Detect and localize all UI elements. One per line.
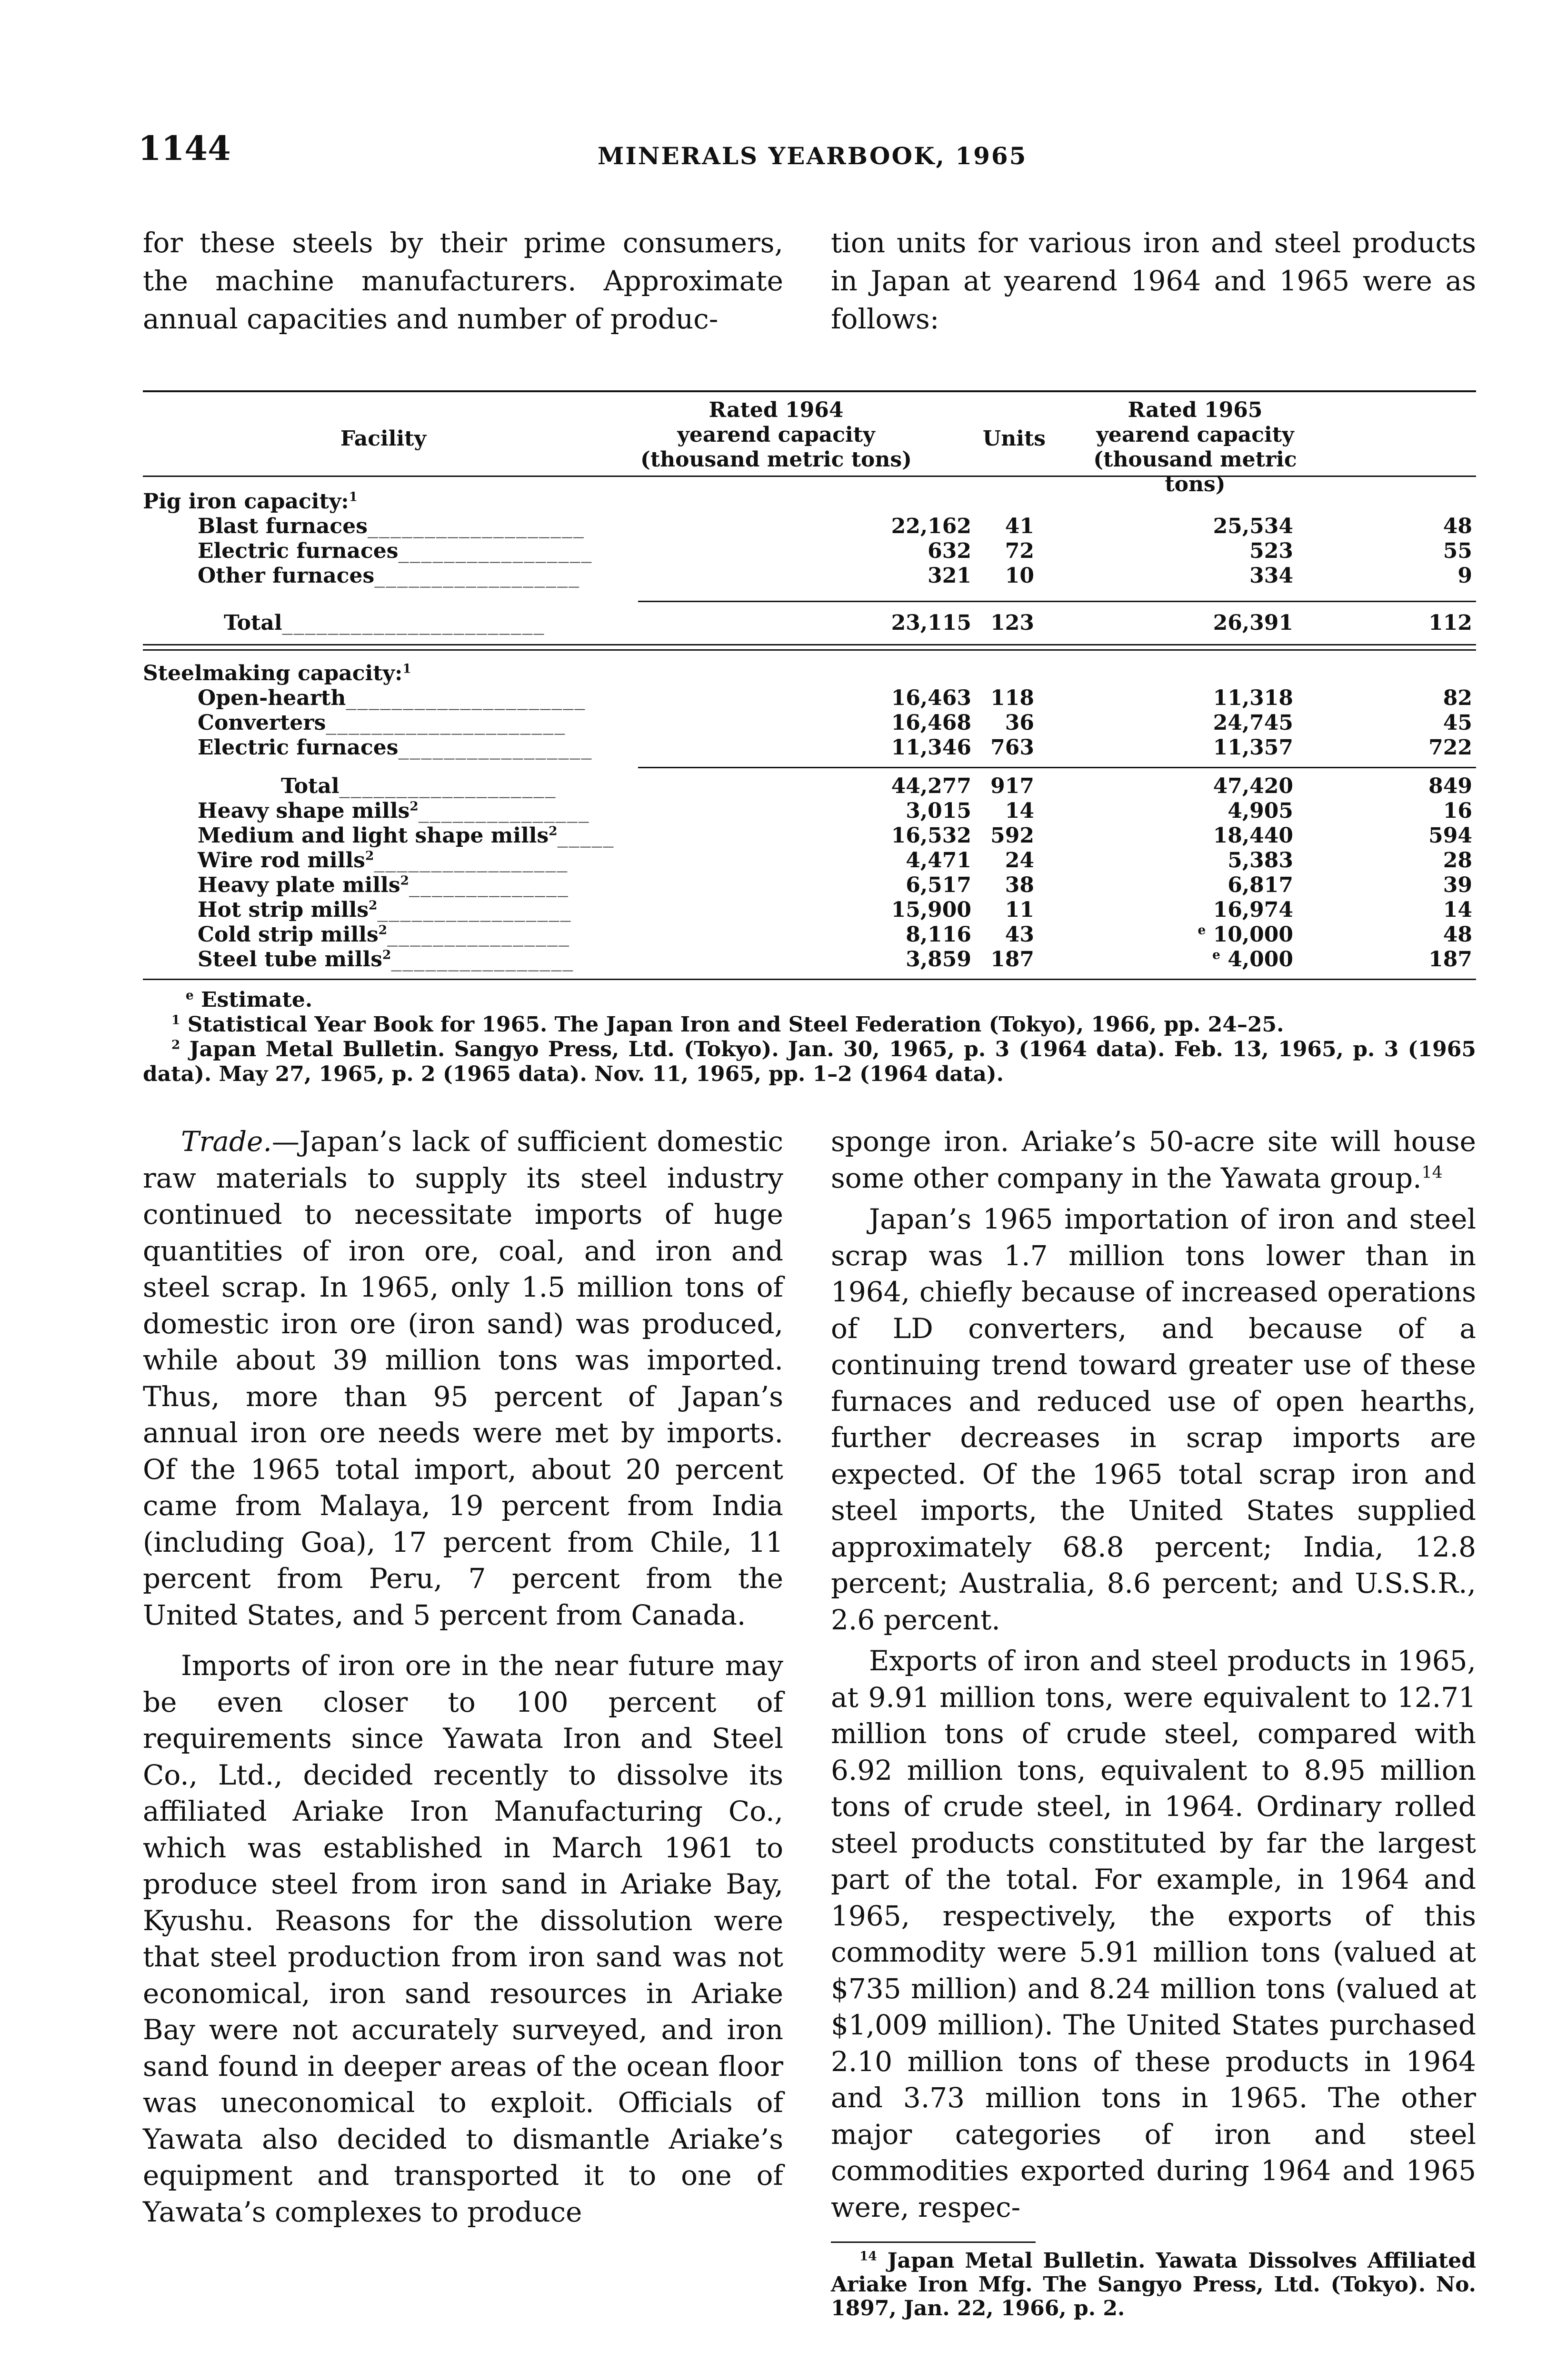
- row-label: Electric furnaces: [198, 539, 399, 563]
- cell-capacity-1965: 5,383: [1228, 848, 1293, 873]
- row-label: Open-hearth: [198, 686, 346, 710]
- footnote-2: $^2$ Japan Metal Bulletin. Sangyo Press, Ltd. (Tokyo). Jan. 30, 1965, p. 3 (1964 data). Feb. 13, 1965, p. 3 (1965 data). May 27, 1965, p. 2 (1965 data). Nov. 11, 1965, pp. 1–2 (1964 data).: [143, 1037, 1476, 1086]
- table-row: Other furnaces__________________ 321 10 334 9: [198, 564, 1472, 588]
- section-title-pig-iron: [143, 489, 1476, 514]
- estimate-mark: e: [1212, 947, 1220, 962]
- cell-units-1965: 722: [1428, 735, 1472, 760]
- header-facility: Facility: [340, 426, 427, 451]
- paragraph-exports: Exports of iron and steel products in 1965, at 9.91 million tons, were equivalent to 12.71 million tons of crude steel, compared with 6.92 million tons, equivalent to 8.95 million tons of crude steel, in 1964. Ordinary rolled steel products constituted by far the largest part of the total. For example, in 1964 and 1965, respectively, the exports of this commodity were 5.91 million tons (valued at $735 million) and 8.24 million tons (valued at $1,009 million). The United States purchased 2.10 million tons of these products in 1964 and 3.73 million tons in 1965. The other major categories of iron and steel commodities exported during 1964 and 1965 were, respec-: [831, 1645, 1476, 2223]
- cell-units-1965: 55: [1443, 539, 1472, 563]
- cell-units-1964: 763: [990, 735, 1034, 760]
- cell-units-1965: 849: [1428, 774, 1472, 798]
- cell-units-1965: 82: [1443, 686, 1472, 710]
- cell-units-1964: 38: [1005, 873, 1034, 897]
- row-label: Cold strip mills: [198, 922, 379, 947]
- cell-capacity-1964: 6,517: [906, 873, 971, 897]
- paragraph-trade: Trade.—Japan’s lack of sufficient domestic raw materials to supply its steel industry continued to necessitate imports of huge quantities of iron ore, coal, and iron and steel scrap. In 1965, only 1.5 million tons of domestic iron ore (iron sand) was produced, while about 39 million tons was imported. Thus, more than 95 percent of Japan’s annual iron ore needs were met by imports. Of the 1965 total import, about 20 percent came from Malaya, 19 percent from India (including Goa), 17 percent from Chile, 11 percent from Peru, 7 percent from the United States, and 5 percent from Canada.: [143, 1125, 783, 1631]
- row-label: Heavy shape mills: [198, 799, 410, 823]
- footnote-14: $^{14}$ Japan Metal Bulletin. Yawata Dissolves Affiliated Ariake Iron Mfg. The Sangyo Press, Ltd. (Tokyo). No. 1897, Jan. 22, 1966, p. 2.: [831, 2249, 1476, 2320]
- table-row: Heavy shape mills$^2$_______________ 3,015 14 4,905 16: [198, 799, 1472, 823]
- cell-units-1964: 123: [990, 611, 1034, 635]
- cell-units-1965: 48: [1443, 514, 1472, 538]
- cell-units-1965: 45: [1443, 711, 1472, 735]
- paragraph-lead: Trade.: [181, 1125, 272, 1158]
- table-row: Converters_____________________ 16,468 36 24,745 45: [198, 711, 1472, 735]
- cell-units-1964: 11: [1005, 898, 1034, 922]
- steelmaking-title-note: 1: [402, 661, 411, 676]
- row-label: Steel tube mills: [198, 947, 382, 972]
- cell-units-1965: 9: [1457, 564, 1472, 588]
- footnote-1: $^1$ Statistical Year Book for 1965. The Japan Iron and Steel Federation (Tokyo), 1966, pp. 24–25.: [171, 1012, 1284, 1037]
- cell-capacity-1964: 3,015: [906, 799, 971, 823]
- cell-capacity-1965: 4,905: [1228, 799, 1293, 823]
- cell-capacity-1965: 334: [1249, 564, 1293, 588]
- row-note: 2: [365, 848, 374, 863]
- row-label: Heavy plate mills: [198, 873, 400, 897]
- cell-capacity-1964: 15,900: [891, 898, 971, 922]
- cell-capacity-1965: 18,440: [1213, 823, 1293, 848]
- table-row: Open-hearth_____________________ 16,463 118 11,318 82: [198, 686, 1472, 710]
- subtotal-rule: [143, 767, 1476, 768]
- page-header: [138, 129, 1471, 171]
- table-row: Medium and light shape mills$^2$_____ 16,532 592 18,440 594: [198, 823, 1472, 848]
- cell-units-1965: 187: [1428, 947, 1472, 972]
- table-row: Blast furnaces___________________ 22,162 41 25,534 48: [198, 514, 1472, 538]
- cell-capacity-1965: 16,974: [1213, 898, 1293, 922]
- header-capacity-1965-line1: Rated 1965: [1128, 398, 1263, 422]
- row-label: Blast furnaces: [198, 514, 368, 538]
- row-note: 2: [369, 898, 378, 913]
- cell-units-1964: 592: [990, 823, 1034, 848]
- table-header: [143, 392, 1476, 496]
- estimate-mark: e: [1198, 922, 1206, 938]
- table-row: Wire rod mills$^2$_________________ 4,471 24 5,383 28: [198, 848, 1472, 873]
- row-label: Converters: [198, 711, 326, 735]
- table-row: Electric furnaces_________________ 632 72 523 55: [198, 539, 1472, 563]
- intro-paragraph-left: for these steels by their prime consumers, the machine manufacturers. Approximate annual capacities and number of produc-: [143, 227, 783, 335]
- cell-units-1964: 14: [1005, 799, 1034, 823]
- cell-units-1965: 28: [1443, 848, 1472, 873]
- header-capacity-1964-line1: Rated 1964: [709, 398, 844, 422]
- row-label: Hot strip mills: [198, 898, 369, 922]
- page-number: 1144: [138, 129, 231, 168]
- cell-capacity-1965: 24,745: [1213, 711, 1293, 735]
- cell-capacity-1964: 16,532: [891, 823, 971, 848]
- cell-capacity-1965: 26,391: [1213, 611, 1293, 635]
- body-column-left: [143, 1123, 783, 2230]
- cell-units-1964: 36: [1005, 711, 1034, 735]
- row-note: 2: [378, 922, 388, 938]
- paragraph-scrap: Japan’s 1965 importation of iron and steel scrap was 1.7 million tons lower than in 1964, chiefly because of increased operations of LD converters, and because of a continuing trend toward greater use of these furnaces and reduced use of open hearths, further decreases in scrap imports are expected. Of the 1965 total scrap iron and steel imports, the United States supplied approximately 68.8 percent; India, 12.8 percent; Australia, 8.6 percent; and U.S.S.R., 2.6 percent.: [831, 1203, 1476, 1636]
- intro-paragraph-right: tion units for various iron and steel products in Japan at yearend 1964 and 1965 were as follows:: [831, 227, 1476, 335]
- header-capacity-1965-line2: yearend capacity: [1096, 423, 1294, 447]
- cell-capacity-1965: $^e$ 4,000: [1212, 947, 1293, 972]
- section-double-rule: [143, 644, 1476, 651]
- row-label: Wire rod mills: [198, 848, 365, 873]
- table-row-total: Total___________________ 44,277 917 47,420 849: [281, 774, 1472, 798]
- cell-units-1964: 118: [990, 686, 1034, 710]
- row-note: 2: [382, 947, 391, 962]
- paragraph-continuation: sponge iron. Ariake’s 50-acre site will house some other company in the Yawata group.$^{14}$: [831, 1125, 1476, 1194]
- row-label: Medium and light shape mills: [198, 823, 549, 848]
- section-title-steelmaking: [143, 661, 1476, 686]
- footnote-ref-14: 14: [1421, 1163, 1443, 1182]
- cell-capacity-1964: 16,468: [891, 711, 971, 735]
- steelmaking-title: Steelmaking capacity:: [143, 661, 403, 685]
- table-row: Cold strip mills$^2$________________ 8,116 43 $^e$ 10,000 48: [198, 922, 1472, 947]
- cell-units-1965: 14: [1443, 898, 1472, 922]
- pig-iron-title-note: 1: [349, 489, 358, 505]
- cell-capacity-1964: 3,859: [906, 947, 971, 972]
- cell-capacity-1965: 523: [1249, 539, 1293, 563]
- header-units-1964: Units: [982, 426, 1046, 451]
- cell-capacity-1965: 11,357: [1213, 735, 1293, 760]
- cell-units-1965: 112: [1428, 611, 1472, 635]
- table-row: Electric furnaces_________________ 11,346 763 11,357 722: [198, 735, 1472, 760]
- row-label: Other furnaces: [198, 564, 375, 588]
- footnote-rule: [831, 2241, 1036, 2243]
- header-capacity-1964-line3: (thousand metric tons): [640, 447, 912, 472]
- cell-capacity-1965: 25,534: [1213, 514, 1293, 538]
- cell-capacity-1964: 321: [928, 564, 971, 588]
- row-note: 2: [409, 799, 419, 814]
- cell-capacity-1965: $^e$ 10,000: [1198, 922, 1293, 947]
- cell-capacity-1964: 44,277: [891, 774, 971, 798]
- header-capacity-1965: [1067, 398, 1324, 497]
- body-column-right: [831, 1123, 1476, 2243]
- cell-units-1965: 48: [1443, 922, 1472, 947]
- cell-capacity-1965: 11,318: [1213, 686, 1293, 710]
- cell-units-1965: 39: [1443, 873, 1472, 897]
- row-label: Electric furnaces: [198, 735, 399, 760]
- table-row: Heavy plate mills$^2$______________ 6,517 38 6,817 39: [198, 873, 1472, 897]
- cell-capacity-1965: 6,817: [1228, 873, 1293, 897]
- row-note: 2: [400, 873, 409, 888]
- table-bottom-rule: [143, 979, 1476, 980]
- pig-iron-title: Pig iron capacity:: [143, 489, 349, 514]
- cell-units-1964: 72: [1005, 539, 1034, 563]
- cell-capacity-1964: 22,162: [891, 514, 971, 538]
- footnote-estimate: $^e$ Estimate.: [186, 988, 313, 1012]
- cell-units-1965: 594: [1428, 823, 1472, 848]
- table-row: Steel tube mills$^2$________________ 3,859 187 $^e$ 4,000 187: [198, 947, 1472, 972]
- cell-capacity-1964: 4,471: [906, 848, 971, 873]
- row-label: Total: [281, 774, 339, 798]
- cell-capacity-1964: 16,463: [891, 686, 971, 710]
- header-capacity-1964-line2: yearend capacity: [677, 423, 875, 447]
- cell-capacity-1964: 23,115: [891, 611, 971, 635]
- capacity-table: [143, 390, 1476, 980]
- cell-units-1964: 10: [1005, 564, 1034, 588]
- cell-capacity-1964: 632: [928, 539, 971, 563]
- cell-units-1964: 187: [990, 947, 1034, 972]
- row-label: Total: [224, 611, 282, 635]
- cell-units-1964: 41: [1005, 514, 1034, 538]
- header-capacity-1964: [633, 398, 919, 472]
- cell-units-1964: 24: [1005, 848, 1034, 873]
- table-row: Hot strip mills$^2$_________________ 15,900 11 16,974 14: [198, 898, 1472, 922]
- cell-capacity-1965: 47,420: [1213, 774, 1293, 798]
- cell-units-1964: 917: [990, 774, 1034, 798]
- table-footnotes: [143, 988, 1476, 1087]
- row-note: 2: [549, 823, 558, 839]
- subtotal-rule: [143, 601, 1476, 602]
- cell-capacity-1964: 8,116: [906, 922, 971, 947]
- cell-units-1965: 16: [1443, 799, 1472, 823]
- cell-units-1964: 43: [1005, 922, 1034, 947]
- running-title: MINERALS YEARBOOK, 1965: [598, 142, 1028, 170]
- paragraph-imports: Imports of iron ore in the near future may be even closer to 100 percent of requirements since Yawata Iron and Steel Co., Ltd., decided recently to dissolve its affiliated Ariake Iron Manufacturing Co., which was established in March 1961 to produce steel from iron sand in Ariake Bay, Kyushu. Reasons for the dissolution were that steel production from iron sand was not economical, iron sand resources in Ariake Bay were not accurately surveyed, and iron sand found in deeper areas of the ocean floor was uneconomical to exploit. Officials of Yawata also decided to dismantle Ariake’s equipment and transported it to one of Yawata’s complexes to produce: [143, 1649, 783, 2228]
- table-row-total: Total_______________________ 23,115 123 26,391 112: [224, 611, 1472, 635]
- cell-capacity-1964: 11,346: [891, 735, 971, 760]
- header-capacity-1965-line3: (thousand metric tons): [1093, 447, 1297, 496]
